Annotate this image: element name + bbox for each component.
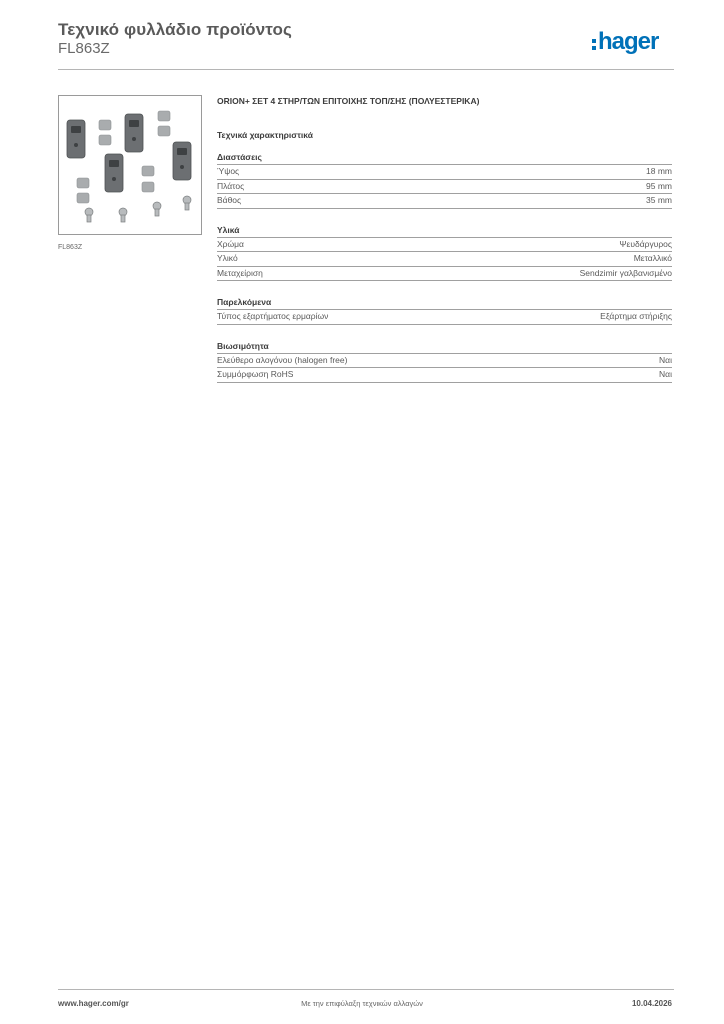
logo-dots-icon bbox=[592, 39, 596, 50]
spec-label: Ύψος bbox=[217, 166, 240, 176]
spec-label: Ελεύθερο αλογόνου (halogen free) bbox=[217, 354, 348, 365]
spec-label: Υλικό bbox=[217, 253, 238, 263]
product-name: ORION+ ΣΕΤ 4 ΣΤΗΡ/ΤΩΝ ΕΠΙΤΟΙΧΗΣ ΤΟΠ/ΣΗΣ (ΠΟΛΥΕΣΤΕΡΙΚΑ) bbox=[217, 96, 480, 106]
spec-row-halogen-free bbox=[217, 354, 672, 369]
spec-label: Πλάτος bbox=[217, 180, 245, 191]
section-sustainability bbox=[217, 341, 672, 383]
product-image bbox=[58, 95, 202, 235]
spec-value: 95 mm bbox=[646, 180, 672, 191]
footer-date: 10.04.2026 bbox=[631, 999, 672, 1008]
section-title: Παρελκόμενα bbox=[217, 297, 672, 310]
spec-panel bbox=[217, 96, 672, 383]
spec-label: Μεταχείριση bbox=[217, 267, 263, 278]
product-code: FL863Z bbox=[58, 40, 110, 57]
spec-row-accessory-type bbox=[217, 310, 672, 325]
spec-value: 18 mm bbox=[646, 166, 672, 176]
header-divider bbox=[58, 69, 674, 70]
spec-label: Συμμόρφωση RoHS bbox=[217, 369, 294, 379]
spec-row-height bbox=[217, 165, 672, 180]
spec-label: Βάθος bbox=[217, 195, 242, 205]
spec-value: 35 mm bbox=[646, 195, 672, 205]
spec-row-width bbox=[217, 180, 672, 195]
spec-value: Ναι bbox=[659, 354, 672, 365]
spec-value: Μεταλλικό bbox=[633, 253, 672, 263]
footer-divider bbox=[58, 989, 674, 990]
section-title: Υλικά bbox=[217, 225, 672, 238]
image-caption: FL863Z bbox=[58, 244, 83, 251]
footer-notice: Με την επιφύλαξη τεχνικών αλλαγών bbox=[301, 999, 423, 1008]
specs-heading: Τεχνικά χαρακτηριστικά bbox=[217, 130, 313, 140]
section-title: Διαστάσεις bbox=[217, 152, 672, 165]
footer-website-link[interactable]: www.hager.com/gr bbox=[58, 999, 129, 1008]
section-materials bbox=[217, 225, 672, 282]
section-title: Βιωσιμότητα bbox=[217, 341, 672, 354]
spec-row-treatment bbox=[217, 267, 672, 282]
spec-value: Ψευδάργυρος bbox=[619, 238, 672, 249]
document-title: Τεχνικό φυλλάδιο προϊόντος bbox=[58, 20, 292, 39]
logo-text: hager bbox=[598, 28, 659, 55]
spec-row-color bbox=[217, 238, 672, 253]
spec-value: Εξάρτημα στήριξης bbox=[600, 311, 672, 321]
section-dimensions bbox=[217, 152, 672, 209]
hager-logo bbox=[592, 28, 658, 56]
spec-label: Τύπος εξαρτήματος ερμαρίων bbox=[217, 311, 329, 321]
spec-row-rohs bbox=[217, 368, 672, 383]
spec-value: Ναι bbox=[659, 369, 672, 379]
spec-row-material bbox=[217, 252, 672, 267]
spec-label: Χρώμα bbox=[217, 238, 244, 249]
spec-value: Sendzimir γαλβανισμένο bbox=[579, 267, 672, 278]
spec-row-depth bbox=[217, 194, 672, 209]
section-accessories bbox=[217, 297, 672, 325]
mounting-brackets-illustration bbox=[59, 96, 201, 234]
